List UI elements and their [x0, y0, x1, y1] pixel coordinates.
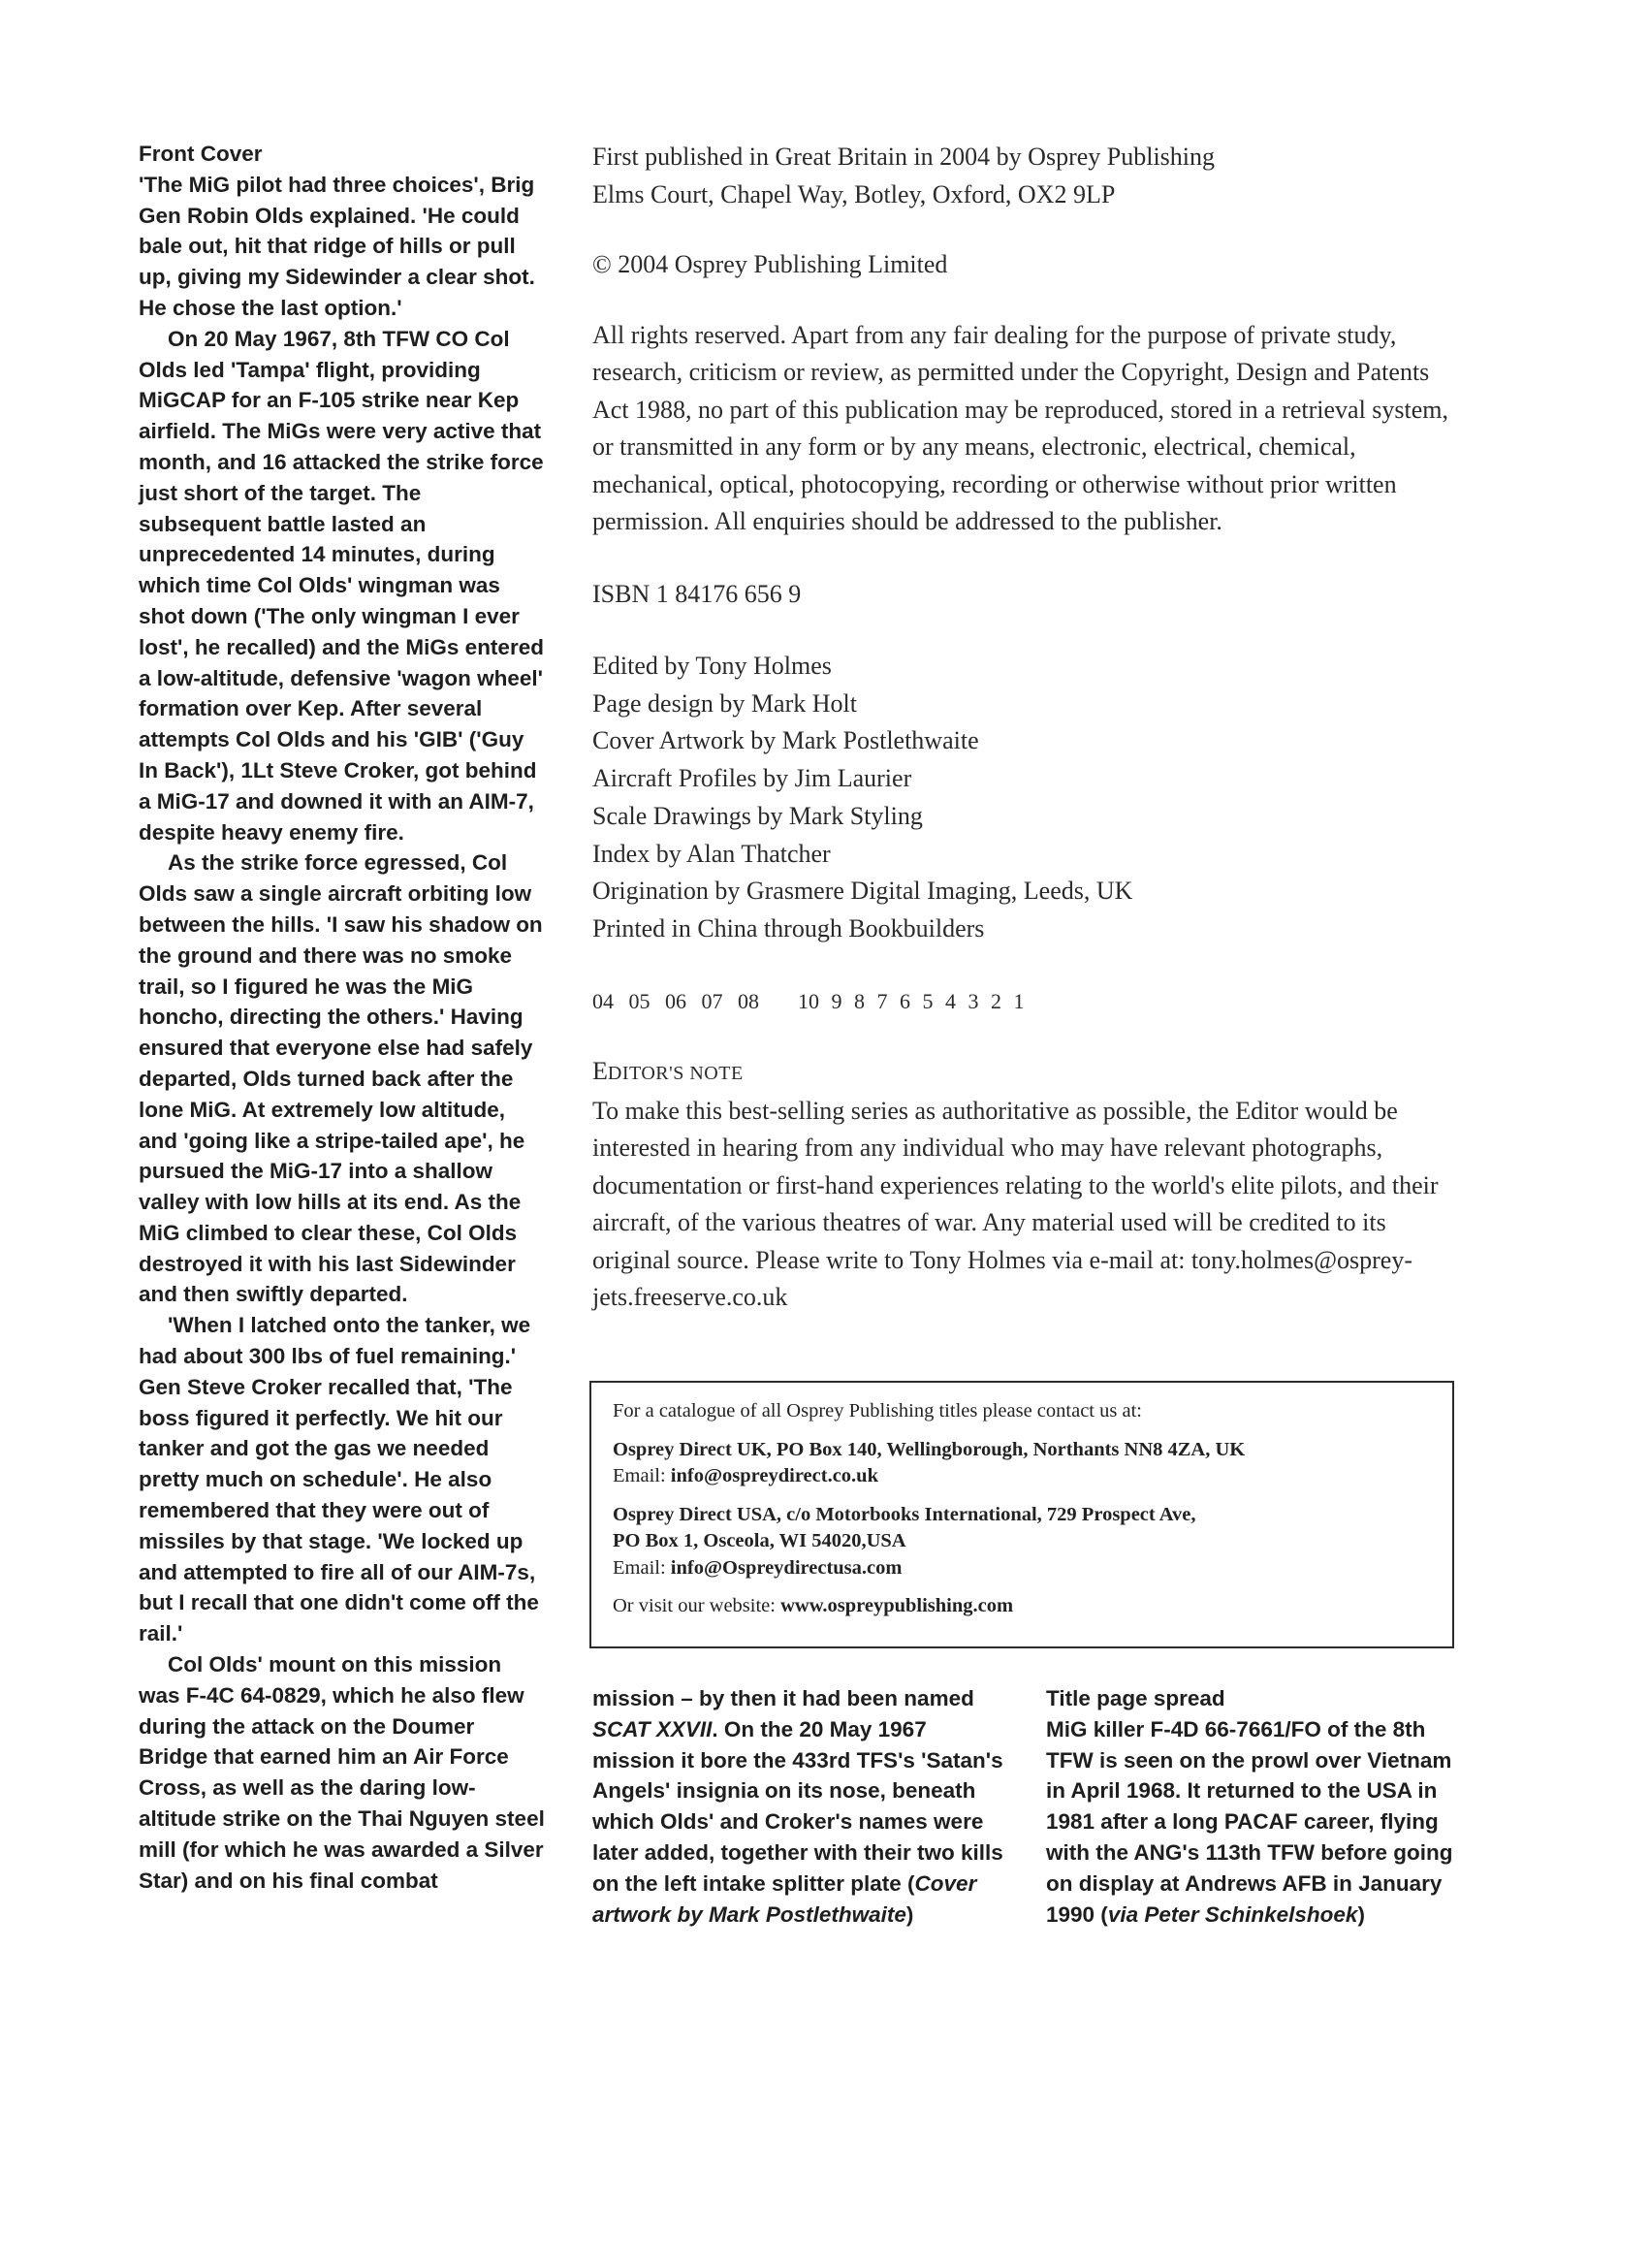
rights-statement: All rights reserved. Apart from any fair dealing for the purpose of private study, research, criticism or review, as permitted under the Copyright, Design and Patents Act 1988, no part of this publication may be reproduced, stored in a retrieval system, or transmitted in any form or by any means, electronic, electrical, chemical, mechanical, optical, photocopying, recording or otherwise without prior written permission. All enquiries should be addressed to the publisher. — [592, 320, 1449, 535]
uk-address: Osprey Direct UK, PO Box 140, Wellingborough, Northants NN8 4ZA, UK — [613, 1438, 1246, 1460]
continuation-end: ) — [905, 1901, 914, 1927]
contact-box — [589, 1381, 1454, 1648]
cover-artwork-credit: Cover artwork by Mark Postlethwaite — [592, 1870, 977, 1927]
printing-line — [592, 983, 1465, 1021]
continuation-part-a: mission – by then it had been named — [592, 1686, 974, 1710]
usa-email[interactable]: info@Ospreydirectusa.com — [670, 1556, 903, 1579]
continuation-part-b: . On the 20 May 1967 mission it bore the 433rd TFS's 'Satan's Angels' insignia on its nose, beneath which Olds' and Croker's names were later added, together with their two kills on the left intake splitter plate ( — [592, 1716, 1003, 1896]
website-label: Or visit our website: — [613, 1595, 781, 1616]
front-cover-continuation — [592, 1683, 1004, 1930]
continuation-text — [592, 1683, 1004, 1930]
credit-item: Aircraft Profiles by Jim Laurier — [592, 764, 912, 793]
first-published-line-2: Elms Court, Chapel Way, Botley, Oxford, OX2 9LP — [592, 179, 1116, 208]
website-line — [613, 1593, 1433, 1620]
credit-item: Printed in China through Bookbuilders — [592, 913, 985, 942]
credits-list — [592, 648, 1465, 948]
editors-note-heading — [592, 1053, 1465, 1093]
uk-email-label: Email: — [613, 1465, 671, 1486]
front-cover-heading: Front Cover — [139, 142, 263, 166]
title-spread-text: MiG killer F-4D 66-7661/FO of the 8th TFW is seen on the prowl over Vietnam in April 1968. It returned to the USA in 1981 after a long PACAF career, flying with the ANG's 113th TFW before going on display at Andrews AFB in January 1990 ( — [1046, 1716, 1453, 1927]
editors-note-heading-initial: E — [592, 1057, 608, 1086]
usa-email-label: Email: — [613, 1556, 671, 1579]
editors-note-body: To make this best-selling series as authoritative as possible, the Editor would be interested in hearing from any individual who may have relevant photographs, documentation or first-hand experiences relating to the world's elite pilots, and their aircraft, of the various theatres of war. Any material used will be credited to its original source. Please write to Tony Holmes via e-mail at: tony.holmes@osprey-jets.freeserve.co.uk — [592, 1096, 1439, 1312]
credit-item: Origination by Grasmere Digital Imaging, Leeds, UK — [592, 877, 1133, 906]
isbn: ISBN 1 84176 656 9 — [592, 579, 802, 608]
title-spread-heading: Title page spread — [1046, 1686, 1225, 1710]
aircraft-name: SCAT XXVII — [592, 1716, 713, 1741]
website-link[interactable]: www.ospreypublishing.com — [780, 1595, 1014, 1616]
uk-email[interactable]: info@ospreydirect.co.uk — [670, 1465, 878, 1486]
usa-address-line-1: Osprey Direct USA, c/o Motorbooks International, 729 Prospect Ave, — [613, 1503, 1196, 1525]
front-cover-para-2: On 20 May 1967, 8th TFW CO Col Olds led 'Tampa' flight, providing MiGCAP for an F-105 strike near Kep airfield. The MiGs were very active that month, and 16 attacked the strike force just short of the target. The subsequent battle lasted an unprecedented 14 minutes, during which time Col Olds' wingman was shot down ('The only wingman I ever lost', he recalled) and the MiGs entered a low-altitude, defensive 'wagon wheel' formation over Kep. After several attempts Col Olds and his 'GIB' ('Guy In Back'), 1Lt Steve Croker, got behind a MiG-17 and downed it with an AIM-7, despite heavy enemy fire. — [139, 326, 544, 845]
credit-item: Cover Artwork by Mark Postlethwaite — [592, 726, 979, 755]
credit-item: Page design by Mark Holt — [592, 688, 857, 718]
credit-item: Index by Alan Thatcher — [592, 839, 831, 868]
photo-credit: via Peter Schinkelshoek — [1107, 1901, 1358, 1927]
publication-info — [592, 139, 1465, 1317]
uk-email-line — [613, 1463, 1433, 1490]
title-spread-end: ) — [1357, 1901, 1365, 1927]
usa-email-line — [613, 1555, 1433, 1582]
copyright-notice: © 2004 Osprey Publishing Limited — [592, 250, 948, 278]
credit-item: Scale Drawings by Mark Styling — [592, 801, 923, 830]
front-cover-para-3: As the strike force egressed, Col Olds saw a single aircraft orbiting low between the hills. 'I saw his shadow on the ground and there was no smoke trail, so I figured he was the MiG honcho, directing the others.' Having ensured that everyone else had safely departed, Olds turned back after the lone MiG. At extremely low altitude, and 'going like a stripe-tailed ape', he pursued the MiG-17 into a shallow valley with low hills at its end. As the MiG climbed to clear these, Col Olds destroyed it with his last Sidewinder and then swiftly departed. — [139, 850, 543, 1307]
title-page-spread-caption — [1046, 1683, 1463, 1930]
editors-note-heading-rest: DITOR'S NOTE — [607, 1063, 744, 1085]
print-years: 04 05 06 07 08 — [592, 988, 759, 1013]
credit-item: Edited by Tony Holmes — [592, 652, 832, 680]
front-cover-para-5: Col Olds' mount on this mission was F-4C 64-0829, which he also flew during the attack on the Doumer Bridge that earned him an Air Force Cross, as well as the daring low-altitude strike on the Thai Nguyen steel mill (for which he was awarded a Silver Star) and on his final combat — [139, 1652, 545, 1893]
first-published-line-1: First published in Great Britain in 2004 by Osprey Publishing — [592, 143, 1216, 171]
front-cover-caption — [139, 139, 546, 1896]
usa-address-line-2: PO Box 1, Osceola, WI 54020,USA — [613, 1530, 906, 1551]
contact-intro: For a catalogue of all Osprey Publishing titles please contact us at: — [613, 1400, 1142, 1421]
front-cover-para-4: 'When I latched onto the tanker, we had about 300 lbs of fuel remaining.' Gen Steve Croker recalled that, 'The boss figured it perfectly. We hit our tanker and got the gas we needed pretty much on schedule'. He also remembered that they were out of missiles by that stage. 'We locked up and attempted to fire all of our AIM-7s, but I recall that one didn't come off the rail.' — [139, 1313, 539, 1646]
front-cover-para-1: 'The MiG pilot had three choices', Brig Gen Robin Olds explained. 'He could bale out, hit that ridge of hills or pull up, giving my Sidewinder a clear shot. He chose the last option.' — [139, 172, 535, 320]
title-spread-body — [1046, 1714, 1463, 1931]
print-run: 10 9 8 7 6 5 4 3 2 1 — [798, 988, 1025, 1013]
